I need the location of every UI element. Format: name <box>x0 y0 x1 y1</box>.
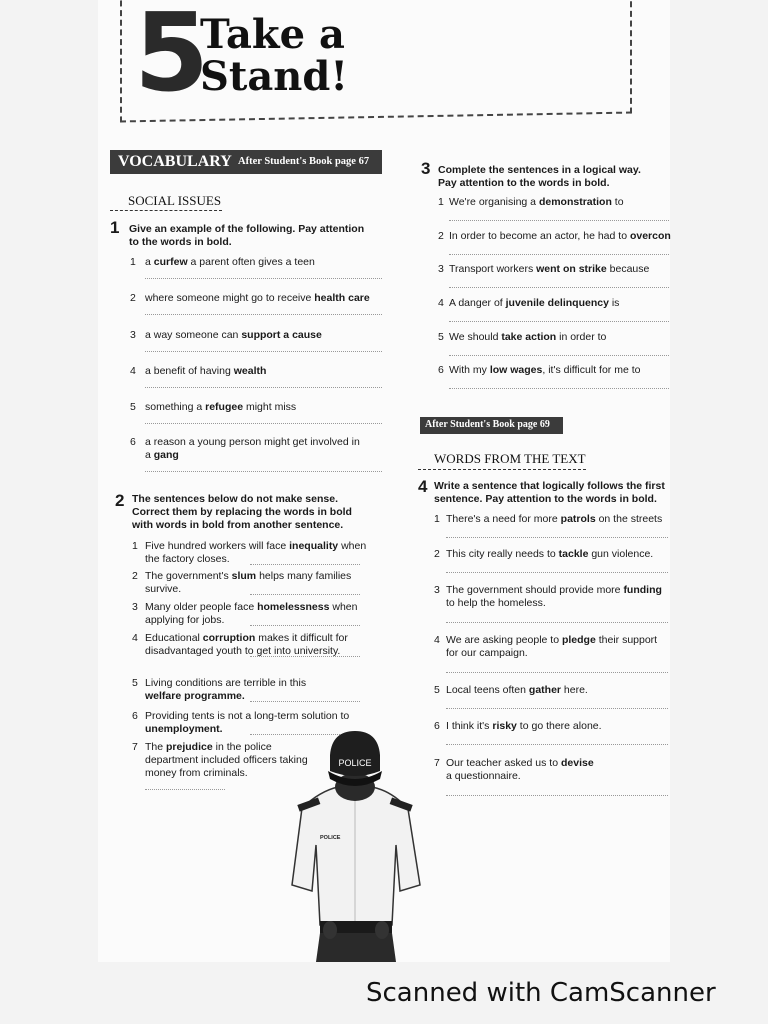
item-number: 4 <box>438 297 444 309</box>
exercise-2-item: The prejudice in the police <box>145 741 272 753</box>
exercise-1-item: something a refugee might miss <box>145 401 297 413</box>
words-from-text-heading: WORDS FROM THE TEXT <box>434 451 586 466</box>
exercise-2-item: disadvantaged youth to get into university. <box>145 645 341 657</box>
exercise-2-item: welfare programme. <box>145 690 245 702</box>
item-number: 5 <box>130 401 136 413</box>
answer-line <box>449 355 669 356</box>
item-number: 2 <box>438 230 444 242</box>
item-number: 5 <box>434 684 440 696</box>
answer-line <box>449 321 669 322</box>
exercise-2-item: department included officers taking <box>145 754 308 766</box>
exercise-4-item: The government should provide more funding <box>446 584 662 596</box>
exercise-3-instruction: Pay attention to the words in bold. <box>438 177 610 189</box>
exercise-4-instruction: Write a sentence that logically follows the first <box>434 480 665 492</box>
item-number: 6 <box>130 436 136 448</box>
item-number: 3 <box>438 263 444 275</box>
exercise-4-item: There's a need for more patrols on the streets <box>446 513 663 525</box>
exercise-1-item: a reason a young person might get involved in <box>145 436 360 448</box>
exercise-3-instruction: Complete the sentences in a logical way. <box>438 164 641 176</box>
exercise-2-item: the factory closes. <box>145 553 230 565</box>
exercise-4-item: to help the homeless. <box>446 597 546 609</box>
answer-line <box>449 388 669 389</box>
police-cap-text: POLICE <box>338 758 372 768</box>
exercise-3-item: Transport workers went on strike because <box>449 263 650 275</box>
exercise-4-item: a questionnaire. <box>446 770 521 782</box>
exercise-3-item: With my low wages, it's difficult for me to <box>449 364 641 376</box>
answer-line <box>449 220 669 221</box>
answer-line <box>446 744 668 745</box>
exercise-4-item: I think it's risky to go there alone. <box>446 720 602 732</box>
exercise-2-item: Many older people face homelessness when <box>145 601 358 613</box>
unit-number: 5 <box>134 0 206 116</box>
item-number: 2 <box>130 292 136 304</box>
exercise-1-item: a way someone can support a cause <box>145 329 322 341</box>
exercise-3-number: 3 <box>421 159 431 178</box>
answer-line <box>449 254 669 255</box>
exercise-3-item: We should take action in order to <box>449 331 607 343</box>
heading-underline <box>418 469 586 470</box>
police-officer-illustration <box>280 725 430 962</box>
item-number: 1 <box>434 513 440 525</box>
item-number: 7 <box>132 741 138 753</box>
item-number: 2 <box>132 570 138 582</box>
answer-line <box>446 622 668 623</box>
answer-line <box>250 625 360 626</box>
page-69-header: After Student's Book page 69 <box>420 417 563 434</box>
answer-line <box>145 423 382 424</box>
heading-underline <box>110 210 222 211</box>
exercise-2-instruction: The sentences below do not make sense. <box>132 493 338 505</box>
item-number: 2 <box>434 548 440 560</box>
exercise-2-item: Five hundred workers will face inequality when <box>145 540 367 552</box>
exercise-2-instruction: with words in bold from another sentence. <box>132 519 344 531</box>
item-number: 3 <box>130 329 136 341</box>
exercise-2-item: The government's slum helps many families <box>145 570 352 582</box>
answer-line <box>250 564 360 565</box>
item-number: 6 <box>132 710 138 722</box>
item-number: 4 <box>130 365 136 377</box>
answer-line <box>250 594 360 595</box>
item-number: 7 <box>434 757 440 769</box>
exercise-1-item: where someone might go to receive health care <box>145 292 370 304</box>
answer-line <box>446 672 668 673</box>
answer-line <box>446 572 668 573</box>
answer-line <box>145 278 382 279</box>
answer-line <box>145 387 382 388</box>
answer-line <box>250 656 360 657</box>
exercise-4-item: Our teacher asked us to devise <box>446 757 594 769</box>
item-number: 1 <box>438 196 444 208</box>
exercise-1-instruction: to the words in bold. <box>129 236 232 248</box>
exercise-3-item: In order to become an actor, he had to overcon <box>449 230 671 242</box>
answer-line <box>446 537 668 538</box>
item-number: 6 <box>438 364 444 376</box>
exercise-4-item: We are asking people to pledge their support <box>446 634 658 646</box>
exercise-4-instruction: sentence. Pay attention to the words in bold. <box>434 493 657 505</box>
unit-title: Take a Stand! <box>200 11 348 100</box>
vocabulary-page-ref: After Student's Book page 67 <box>238 156 370 167</box>
scanner-watermark: Scanned with CamScanner <box>366 978 716 1008</box>
vocabulary-label: VOCABULARY <box>118 153 232 170</box>
vocabulary-header <box>110 150 382 174</box>
item-number: 6 <box>434 720 440 732</box>
exercise-4-item: for our campaign. <box>446 647 528 659</box>
item-number: 5 <box>132 677 138 689</box>
item-number: 4 <box>434 634 440 646</box>
exercise-3-item: We're organising a demonstration to <box>449 196 624 208</box>
item-number: 1 <box>132 540 138 552</box>
exercise-1-item: a benefit of having wealth <box>145 365 267 377</box>
answer-line <box>446 795 668 796</box>
answer-line <box>145 351 382 352</box>
exercise-1-number: 1 <box>110 218 120 237</box>
exercise-2-item: money from criminals. <box>145 767 248 779</box>
exercise-4-number: 4 <box>418 477 428 496</box>
exercise-4-item: This city really needs to tackle gun violence. <box>446 548 654 560</box>
exercise-2-item: applying for jobs. <box>145 614 225 626</box>
exercise-2-instruction: Correct them by replacing the words in bold <box>132 506 352 518</box>
police-badge-text: POLICE <box>320 835 341 841</box>
answer-line <box>250 701 360 702</box>
exercise-1-item: a gang <box>145 449 179 461</box>
answer-line <box>145 314 382 315</box>
exercise-2-item: Living conditions are terrible in this <box>145 677 307 689</box>
exercise-3-item: A danger of juvenile delinquency is <box>449 297 620 309</box>
answer-line <box>446 708 668 709</box>
answer-line <box>449 287 669 288</box>
exercise-1-instruction: Give an example of the following. Pay attention <box>129 223 365 235</box>
answer-line <box>145 789 225 790</box>
exercise-1-item: a curfew a parent often gives a teen <box>145 256 315 268</box>
exercise-2-item: Providing tents is not a long-term solution to <box>145 710 350 722</box>
answer-line <box>145 471 382 472</box>
exercise-2-number: 2 <box>115 491 125 510</box>
item-number: 3 <box>434 584 440 596</box>
social-issues-heading: SOCIAL ISSUES <box>128 193 222 208</box>
item-number: 3 <box>132 601 138 613</box>
exercise-2-item: unemployment. <box>145 723 223 735</box>
item-number: 4 <box>132 632 138 644</box>
exercise-2-item: survive. <box>145 583 182 595</box>
exercise-2-item: Educational corruption makes it difficult for <box>145 632 348 644</box>
item-number: 1 <box>130 256 136 268</box>
item-number: 5 <box>438 331 444 343</box>
exercise-4-item: Local teens often gather here. <box>446 684 588 696</box>
